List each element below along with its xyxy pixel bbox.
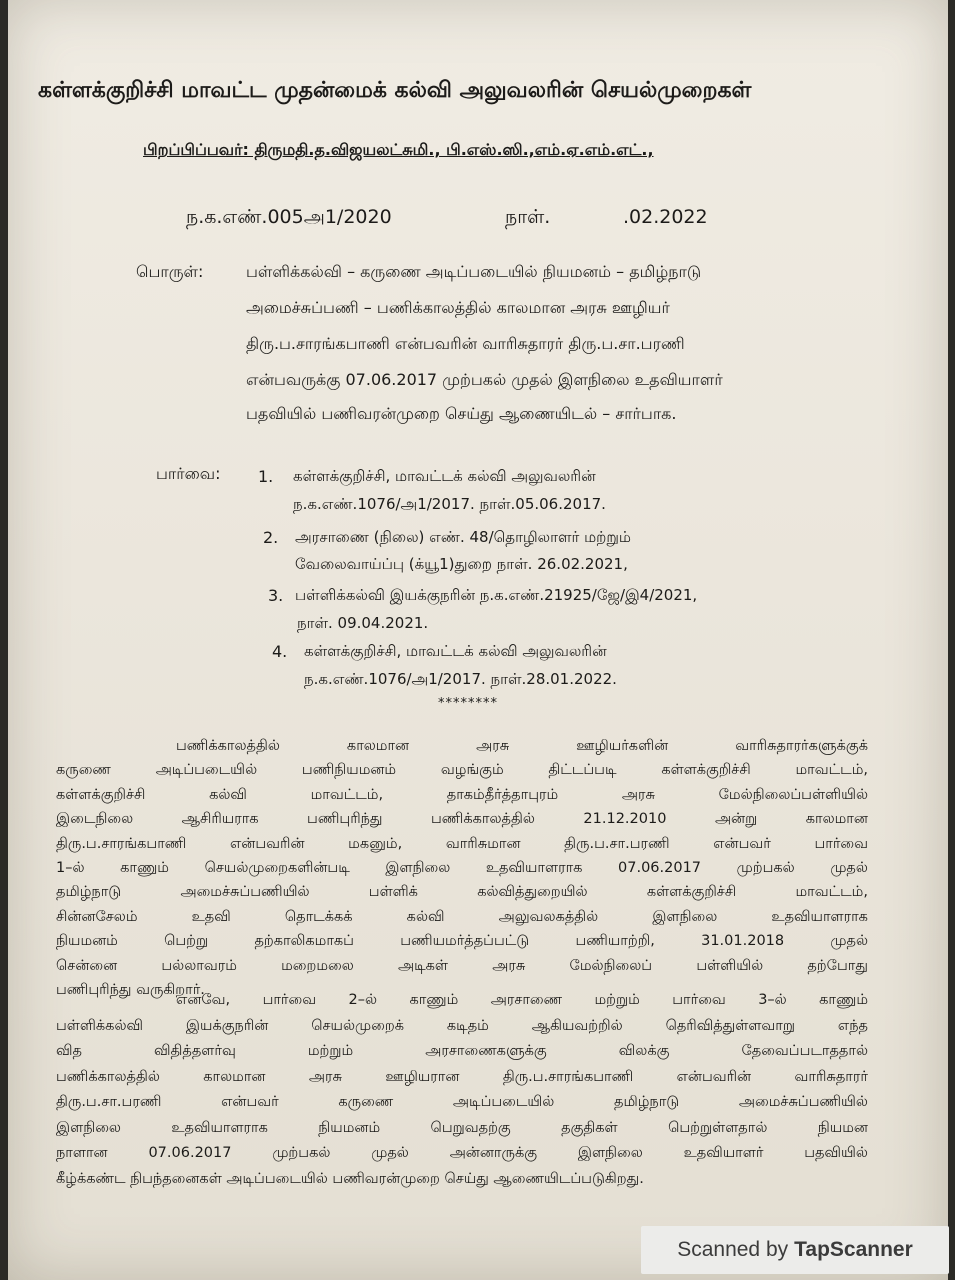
- word: உதவியாளராக: [771, 908, 868, 925]
- word: என்பவரின்: [229, 835, 305, 852]
- scanner-watermark: [641, 1226, 949, 1274]
- separator: ********: [438, 696, 498, 711]
- word: தற்போது: [807, 957, 868, 974]
- word: பணியாற்றி,: [575, 933, 655, 950]
- word: மற்றும்: [594, 992, 640, 1008]
- word: இளநிலை: [56, 1119, 121, 1136]
- word: வாரிசுதாரர்களுக்குக்: [735, 738, 868, 754]
- word: திரு.ப.சா.பரணி: [56, 1094, 162, 1110]
- reference-line: நாள். 09.04.2021.: [297, 614, 429, 632]
- reference-line: கள்ளக்குறிச்சி, மாவட்டக் கல்வி அலுவலரின்: [293, 467, 596, 485]
- paragraph-line: [56, 1018, 868, 1036]
- word: மாவட்டம்,: [310, 786, 384, 803]
- word: 31.01.2018: [701, 933, 785, 950]
- word: காணும்: [409, 992, 459, 1008]
- word: பணிபுரிந்து: [307, 811, 383, 828]
- word: முதல்: [830, 860, 868, 876]
- paragraph-line: [56, 836, 868, 854]
- word: உதவி: [191, 908, 231, 925]
- word: பணிநியமனம்: [301, 762, 397, 779]
- paragraph-line: [56, 909, 868, 927]
- word: பெற்று: [164, 933, 209, 950]
- word: பதவியில்: [804, 1145, 868, 1161]
- word: என்பவர்: [221, 1094, 279, 1110]
- word: தகுதிகள்: [561, 1119, 618, 1136]
- word: அமைச்சுப்பணியில்: [180, 884, 310, 901]
- word: பணிக்காலத்தில்: [176, 738, 280, 754]
- paragraph-line: பணிபுரிந்து வருகிறார்.: [56, 982, 205, 998]
- word: அன்று: [714, 811, 758, 828]
- word: ஆகியவற்றில்: [531, 1017, 623, 1034]
- reference-number-item: 2.: [263, 528, 279, 547]
- word: மற்றும்: [307, 1043, 354, 1059]
- reference-line: ந.க.எண்.1076/அ1/2017. நாள்.05.06.2017.: [293, 495, 606, 513]
- paragraph-line: [176, 992, 868, 1010]
- word: ஊழியர்களின்: [576, 738, 669, 754]
- paragraph-line: [56, 762, 868, 780]
- word: கள்ளக்குறிச்சி: [661, 762, 751, 779]
- word: சென்னை: [56, 957, 118, 974]
- word: தமிழ்நாடு: [614, 1094, 680, 1110]
- word: அரசாணை: [490, 992, 563, 1008]
- paragraph-line: [56, 1069, 868, 1087]
- reference-number: ந.க.எண்.005அ1/2020: [186, 206, 392, 228]
- word: செயல்முறைகளின்படி: [204, 860, 350, 876]
- word: 07.06.2017: [618, 860, 702, 876]
- word: செயல்முறைக்: [311, 1017, 404, 1034]
- word: மகனும்,: [348, 835, 403, 852]
- paragraph-line: [56, 1094, 868, 1112]
- word: திரு.ப.சாரங்கபாணி: [56, 835, 187, 852]
- word: அலுவலகத்தில்: [498, 908, 599, 925]
- paragraph-line: [56, 1120, 868, 1138]
- word: 21.12.2010: [583, 811, 667, 828]
- reference-line: கள்ளக்குறிச்சி, மாவட்டக் கல்வி அலுவலரின்: [304, 642, 607, 660]
- paragraph-line: கீழ்க்கண்ட நிபந்தனைகள் அடிப்படையில் பணிவரன்முறை செய்து ஆணையிடப்படுகிறது.: [56, 1170, 644, 1187]
- word: பெறுவதற்கு: [430, 1119, 511, 1136]
- subject-label: பொருள்:: [136, 262, 204, 281]
- word: மேல்நிலைப்: [569, 957, 653, 974]
- word: 2–ல்: [348, 992, 378, 1008]
- subject-line: பதவியில் பணிவரன்முறை செய்து ஆணையிடல் – சார்பாக.: [246, 404, 677, 423]
- word: முதல்: [830, 933, 868, 950]
- word: திரு.ப.சா.பரணி: [564, 835, 670, 852]
- word: முற்பகல்: [736, 860, 795, 876]
- reference-number-item: 1.: [258, 467, 274, 486]
- word: மேல்நிலைப்பள்ளியில்: [718, 786, 868, 803]
- word: முதல்: [371, 1145, 409, 1161]
- watermark-prefix: Scanned by: [677, 1238, 789, 1261]
- word: பள்ளியில்: [696, 957, 764, 974]
- word: தமிழ்நாடு: [56, 884, 122, 901]
- document-title: கள்ளக்குறிச்சி மாவட்ட முதன்மைக் கல்வி அலுவலரின் செயல்முறைகள்: [38, 78, 752, 103]
- word: பார்வை: [814, 835, 868, 852]
- word: 07.06.2017: [148, 1145, 232, 1161]
- word: இளநிலை: [652, 908, 718, 925]
- word: இளநிலை: [385, 860, 451, 876]
- word: கருணை: [338, 1094, 394, 1110]
- word: கல்வித்துறையில்: [477, 884, 588, 901]
- word: திரு.ப.சாரங்கபாணி: [502, 1068, 634, 1085]
- word: நாளான: [56, 1145, 108, 1161]
- word: அரசு: [492, 957, 526, 974]
- word: நியமன: [817, 1119, 868, 1136]
- paragraph-line: [56, 1145, 868, 1163]
- word: நியமனம்: [56, 933, 118, 950]
- reference-line: வேலைவாய்ப்பு (க்யூ1)துறை நாள். 26.02.2021,: [295, 555, 628, 573]
- document-page: [8, 0, 948, 1280]
- references-label: பார்வை:: [156, 464, 221, 483]
- word: விலக்கு: [618, 1043, 670, 1059]
- word: வாரிசுமான: [445, 835, 521, 852]
- word: அரசாணைகளுக்கு: [425, 1043, 547, 1059]
- word: கள்ளக்குறிச்சி: [646, 884, 737, 901]
- subject-line: அமைச்சுப்பணி – பணிக்காலத்தில் காலமான அரசு ஊழியர்: [246, 298, 670, 317]
- word: இடைநிலை: [56, 811, 134, 828]
- word: கடிதம்: [446, 1017, 489, 1034]
- word: அரசு: [476, 738, 510, 754]
- word: தொடக்கக்: [284, 908, 353, 925]
- word: ஆசிரியராக: [181, 811, 259, 828]
- reference-line: பள்ளிக்கல்வி இயக்குநரின் ந.க.எண்.21925/ஜே/இ4/2021,: [295, 586, 698, 604]
- word: என்பவரின்: [676, 1068, 752, 1085]
- word: பெற்றுள்ளதால்: [668, 1119, 768, 1136]
- subject-line: திரு.ப.சாரங்கபாணி என்பவரின் வாரிசுதாரர் திரு.ப.சா.பரணி: [246, 334, 685, 353]
- word: அடிப்படையில்: [155, 762, 258, 779]
- word: 3–ல்: [758, 992, 787, 1008]
- word: என்பவர்: [713, 835, 771, 852]
- word: உதவியாளராக: [485, 860, 583, 876]
- paragraph-line: [56, 860, 868, 878]
- word: திட்டப்படி: [548, 762, 617, 779]
- date-value: .02.2022: [623, 206, 708, 228]
- word: காலமான: [203, 1068, 266, 1085]
- word: மாவட்டம்,: [795, 884, 868, 901]
- word: தற்காலிகமாகப்: [254, 933, 354, 950]
- word: கல்வி: [406, 908, 445, 925]
- word: காணும்: [120, 860, 169, 876]
- word: அரசு: [621, 786, 655, 803]
- word: காலமான: [805, 811, 868, 828]
- word: அமைச்சுப்பணியில்: [738, 1094, 868, 1110]
- word: உதவியாளராக: [171, 1119, 268, 1136]
- watermark-brand: TapScanner: [794, 1238, 913, 1261]
- reference-number-item: 4.: [272, 642, 288, 661]
- paragraph-line: [56, 933, 868, 951]
- reference-number-item: 3.: [268, 586, 284, 605]
- subject-line: என்பவருக்கு 07.06.2017 முற்பகல் முதல் இளநிலை உதவியாளர்: [246, 370, 723, 389]
- word: உதவியாளர்: [683, 1145, 764, 1161]
- word: தாகம்தீர்த்தாபுரம்: [446, 786, 559, 803]
- word: பணிக்காலத்தில்: [56, 1068, 160, 1085]
- word: கல்வி: [209, 786, 247, 803]
- word: பார்வை: [262, 992, 317, 1008]
- paragraph-line: [56, 787, 868, 805]
- word: இயக்குநரின்: [185, 1017, 269, 1034]
- word: அன்னாருக்கு: [449, 1145, 538, 1161]
- word: தெரிவித்துள்ளவாறு: [665, 1017, 795, 1034]
- word: இளநிலை: [577, 1145, 643, 1161]
- word: காணும்: [819, 992, 868, 1008]
- word: 1–ல்: [56, 860, 85, 876]
- word: எந்த: [837, 1017, 868, 1034]
- reference-line: ந.க.எண்.1076/அ1/2017. நாள்.28.01.2022.: [304, 670, 617, 688]
- paragraph-line: [56, 958, 868, 976]
- word: பணியமர்த்தப்பட்டு: [400, 933, 530, 950]
- word: மாவட்டம்,: [795, 762, 868, 779]
- word: அடிப்படையில்: [452, 1094, 555, 1110]
- word: அடிகள்: [398, 957, 449, 974]
- word: பார்வை: [672, 992, 726, 1008]
- word: வாரிசுதாரர்: [794, 1068, 868, 1085]
- word: வித: [56, 1043, 82, 1059]
- word: முற்பகல்: [272, 1145, 331, 1161]
- word: தேவைப்படாததால்: [741, 1043, 868, 1059]
- paragraph-line: [56, 884, 868, 902]
- word: எனவே,: [176, 992, 231, 1008]
- word: ஊழியரான: [385, 1068, 460, 1085]
- word: பள்ளிக்கல்வி: [56, 1017, 143, 1034]
- paragraph-line: [56, 811, 868, 829]
- paragraph-line: [176, 738, 868, 756]
- paragraph-line: [56, 1043, 868, 1061]
- subject-line: பள்ளிக்கல்வி – கருணை அடிப்படையில் நியமனம் – தமிழ்நாடு: [246, 262, 702, 281]
- date-label: நாள்.: [505, 206, 551, 228]
- reference-line: அரசாணை (நிலை) எண். 48/தொழிலாளர் மற்றும்: [295, 528, 631, 546]
- word: நியமனம்: [318, 1119, 381, 1136]
- word: பள்ளிக்: [368, 884, 418, 901]
- word: கள்ளக்குறிச்சி: [56, 786, 146, 803]
- issued-by: பிறப்பிப்பவர்: திருமதி.த.விஜயலட்சுமி., பி.எஸ்.ஸி.,எம்.ஏ.எம்.எட்.,: [143, 140, 654, 159]
- word: மறைமலை: [281, 957, 354, 974]
- word: வழங்கும்: [440, 762, 504, 779]
- word: கருணை: [56, 762, 111, 779]
- word: பல்லாவரம்: [161, 957, 237, 974]
- word: சின்னசேலம்: [56, 908, 138, 925]
- word: காலமான: [346, 738, 410, 754]
- word: அரசு: [308, 1068, 342, 1085]
- word: விதித்தளர்வு: [154, 1043, 236, 1059]
- word: பணிக்காலத்தில்: [431, 811, 535, 828]
